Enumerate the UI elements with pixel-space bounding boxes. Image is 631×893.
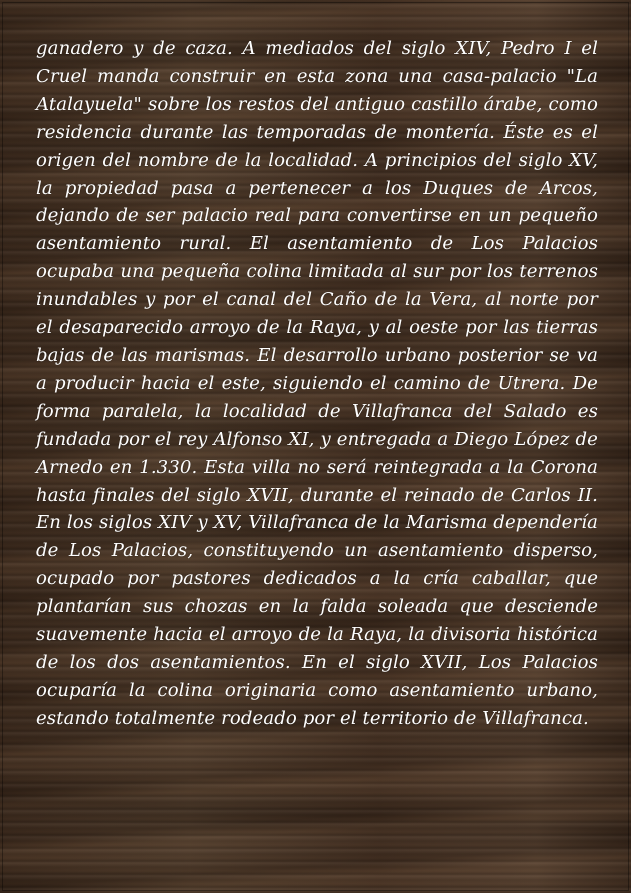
body-paragraph: ganadero y de caza. A mediados del siglo XIV, Pedro I el Cruel manda construir en esta zona una casa-palacio "La Atalayuela" sobre los restos del antiguo castillo árabe, como residencia durante las temporadas de montería. Éste es el origen del nombre de la localidad. A principios del siglo XV, la propiedad pasa a pertenecer a los Duques de Arcos, dejando de ser palacio real para convertirse en un pequeño asentamiento rural. El asentamiento de Los Palacios ocupaba una pequeña colina limitada al sur por los terrenos inundables y por el canal del Caño de la Vera, al norte por el desaparecido arroyo de la Raya, y al oeste por las tierras bajas de las marismas. El desarrollo urbano posterior se va a producir hacia el este, siguiendo el camino de Utrera. De forma paralela, la localidad de Villafranca del Salado es fundada por el rey Alfonso XI, y entregada a Diego López de Arnedo en 1.330. Esta villa no será reintegrada a la Corona hasta finales del siglo XVII, durante el reinado de Carlos II. En los siglos XIV y XV, Villafranca de la Marisma dependería de Los Palacios, constituyendo un asentamiento disperso, ocupado por pastores dedicados a la cría caballar, que plantarían sus chozas en la falda soleada que desciende suavemente hacia el arroyo de la Raya, la divisoria histórica de los dos asentamientos. En el siglo XVII, Los Palacios ocuparía la colina originaria como asentamiento urbano, estando totalmente rodeado por el territorio de Villafranca. <box>36 38 599 729</box>
